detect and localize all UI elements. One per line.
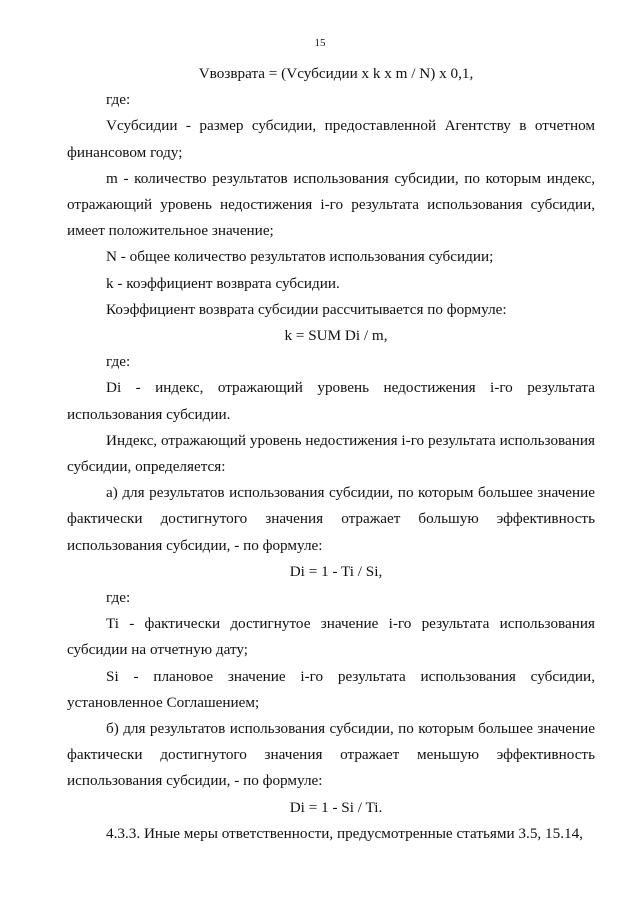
- case-b: б) для результатов использования субсидии, по которым большее значение фактически достигнутого значения отражает меньшую эффективность использования субсидии, - по формуле:: [67, 720, 595, 790]
- document-body: [67, 61, 595, 847]
- case-a: а) для результатов использования субсидии, по которым большее значение фактически достигнутого значения отражает большую эффективность использования субсидии, - по формуле:: [67, 484, 595, 554]
- formula-di-b: Di = 1 - Si / Ti.: [289, 798, 383, 816]
- clause-4-3-3: 4.3.3. Иные меры ответственности, предусмотренные статьями 3.5, 15.14,: [106, 824, 583, 842]
- definition-k: k - коэффициент возврата субсидии.: [106, 274, 340, 292]
- formula-return-volume: Vвозврата = (Vсубсидии x k x m / N) x 0,1,: [198, 65, 474, 82]
- definition-v-subsidy: Vсубсидии - размер субсидии, предоставленной Агентству в отчетном финансовом году;: [67, 117, 595, 161]
- definition-ti: Ti - фактически достигнутое значение i-го результата использования субсидии на отчетную дату;: [67, 615, 595, 659]
- definition-si: Si - плановое значение i-го результата использования субсидии, установленное Соглашением;: [67, 667, 595, 711]
- definition-n: N - общее количество результатов использования субсидии;: [106, 248, 494, 266]
- definition-m: m - количество результатов использования субсидии, по которым индекс, отражающий уровень недостижения i-го результата использования субсидии, имеет положительное значение;: [67, 169, 595, 240]
- definition-di: Di - индекс, отражающий уровень недостижения i-го результата использования субсидии.: [67, 379, 595, 423]
- index-intro: Индекс, отражающий уровень недостижения i-го результата использования субсидии, определяется:: [67, 431, 595, 476]
- page-number: 15: [314, 37, 326, 49]
- formula-di-a: Di = 1 - Ti / Si,: [289, 562, 383, 580]
- coefficient-intro: Коэффициент возврата субсидии рассчитывается по формуле:: [106, 300, 507, 318]
- where-label: где:: [106, 353, 131, 371]
- formula-k: k = SUM Di / m,: [284, 327, 388, 345]
- where-label: где:: [106, 589, 131, 607]
- where-label: где:: [106, 91, 131, 109]
